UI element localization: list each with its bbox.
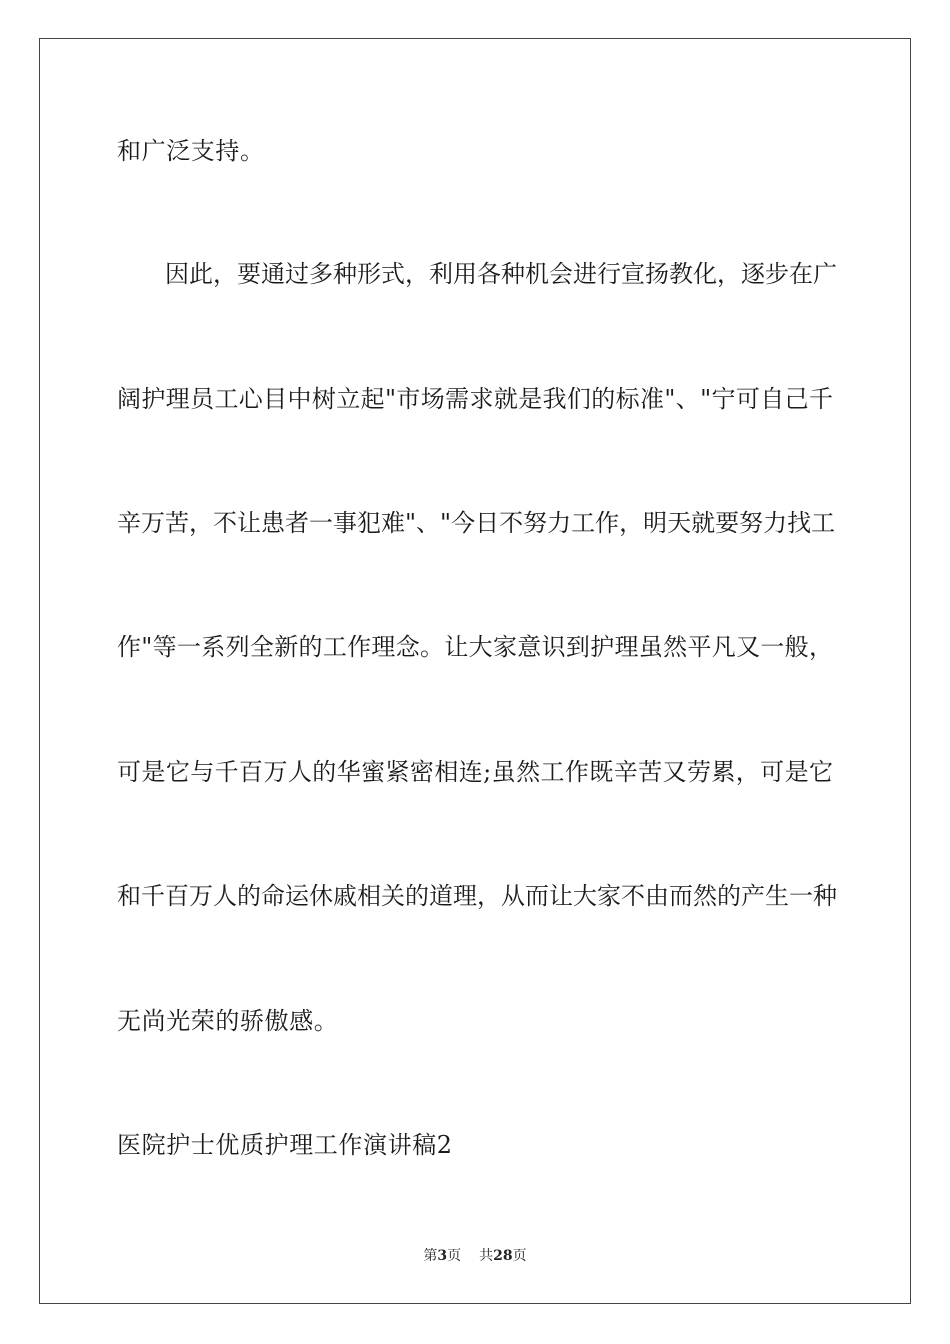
body-line-1: 和广泛支持。 bbox=[117, 137, 265, 165]
section-heading: 医院护士优质护理工作演讲稿2 bbox=[117, 1131, 453, 1159]
body-line-8: 无尚光荣的骄傲感。 bbox=[117, 1007, 339, 1035]
body-line-3: 阔护理员工心目中树立起"市场需求就是我们的标准"、"宁可自己千 bbox=[117, 385, 833, 413]
body-line-2: 因此，要通过多种形式，利用各种机会进行宣扬教化，逐步在广 bbox=[165, 260, 837, 288]
footer-prefix: 第 bbox=[423, 1248, 438, 1264]
total-pages-number: 28 bbox=[493, 1248, 513, 1264]
footer-total-suffix: 页 bbox=[512, 1248, 527, 1264]
body-line-4: 辛万苦，不让患者一事犯难"、"今日不努力工作，明天就要努力找工 bbox=[117, 509, 836, 537]
page-footer bbox=[0, 1247, 950, 1265]
body-line-6: 可是它与千百万人的华蜜紧密相连;虽然工作既辛苦又劳累，可是它 bbox=[117, 758, 833, 786]
body-line-7: 和千百万人的命运休戚相关的道理，从而让大家不由而然的产生一种 bbox=[117, 882, 837, 910]
body-line-5: 作"等一系列全新的工作理念。让大家意识到护理虽然平凡又一般， bbox=[117, 633, 833, 661]
page-border bbox=[39, 38, 911, 1304]
footer-total-prefix: 共 bbox=[479, 1248, 494, 1264]
footer-page-suffix: 页 bbox=[447, 1248, 462, 1264]
current-page-number: 3 bbox=[437, 1248, 448, 1264]
